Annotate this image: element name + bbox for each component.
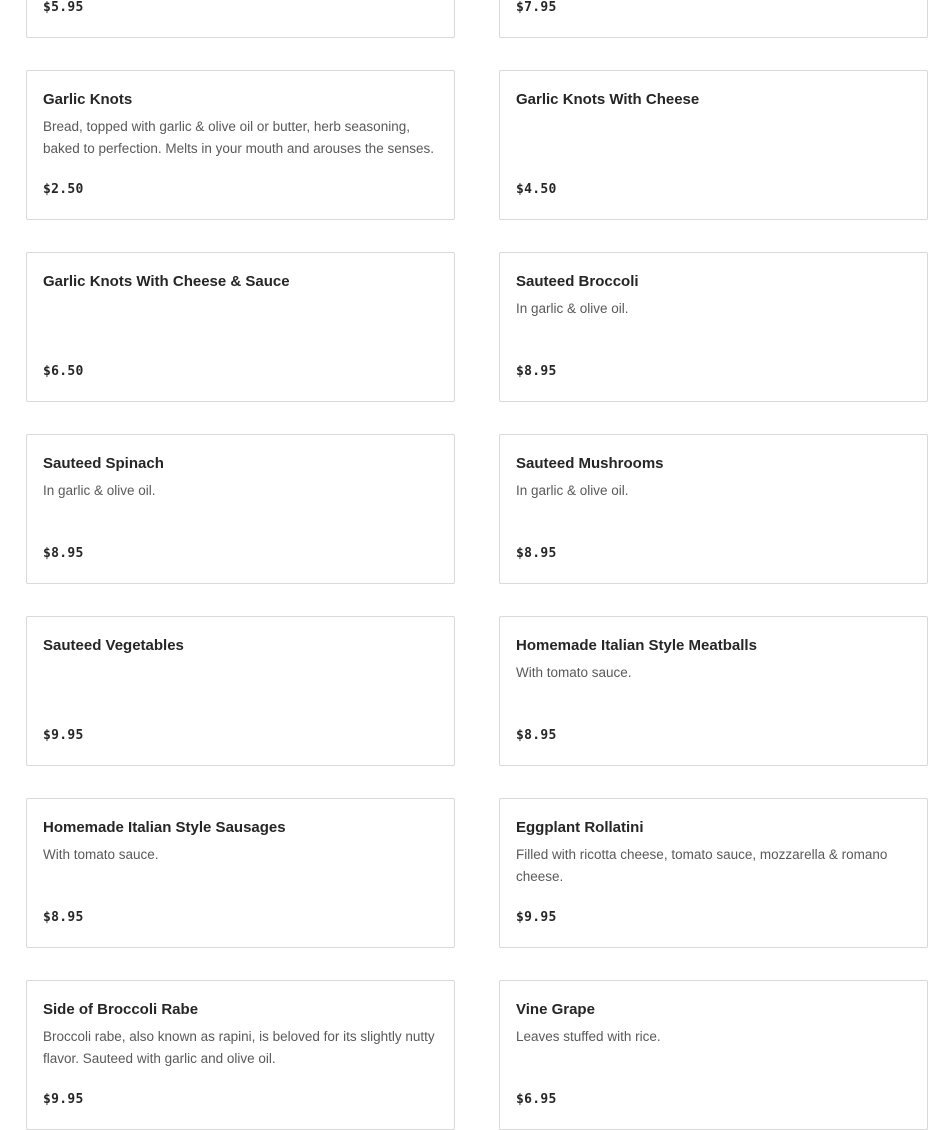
menu-item-card[interactable]	[499, 980, 928, 1130]
menu-item-description: Leaves stuffed with rice.	[516, 1029, 661, 1044]
menu-item-name: Eggplant Rollatini	[516, 819, 644, 836]
menu-item-card[interactable]	[26, 616, 455, 766]
menu-item-name: Garlic Knots With Cheese & Sauce	[43, 273, 290, 290]
menu-item-price: $9.95	[43, 1092, 84, 1107]
menu-item-name: Sauteed Spinach	[43, 455, 164, 472]
menu-item-price: $2.50	[43, 182, 84, 197]
menu-item-price: $6.95	[516, 1092, 557, 1107]
menu-item-card[interactable]	[26, 252, 455, 402]
menu-item-description: With tomato sauce.	[43, 847, 159, 862]
menu-item-card[interactable]	[499, 616, 928, 766]
menu-item-card[interactable]	[499, 0, 928, 38]
menu-item-name: Sauteed Mushrooms	[516, 455, 664, 472]
menu-item-price: $7.95	[516, 0, 557, 15]
menu-item-name: Homemade Italian Style Sausages	[43, 819, 286, 836]
menu-item-name: Garlic Knots	[43, 91, 133, 108]
menu-item-card[interactable]	[499, 434, 928, 584]
menu-item-price: $9.95	[43, 728, 84, 743]
menu-item-name: Garlic Knots With Cheese	[516, 91, 700, 108]
menu-item-description: Bread, topped with garlic & olive oil or butter, herb seasoning, baked to perfection. Melts in your mouth and arouses the senses.	[43, 119, 434, 156]
menu-item-name: Sauteed Vegetables	[43, 637, 184, 654]
menu-item-price: $8.95	[43, 546, 84, 561]
menu-item-price: $6.50	[43, 364, 84, 379]
menu-item-card[interactable]	[26, 434, 455, 584]
menu-item-card[interactable]	[26, 0, 455, 38]
menu-item-price: $8.95	[516, 364, 557, 379]
menu-item-price: $4.50	[516, 182, 557, 197]
menu-item-name: Vine Grape	[516, 1001, 595, 1018]
menu-item-description: Filled with ricotta cheese, tomato sauce, mozzarella & romano cheese.	[516, 847, 888, 884]
menu-item-card[interactable]	[26, 70, 455, 220]
menu-item-price: $8.95	[516, 546, 557, 561]
menu-items-grid	[26, 0, 928, 1130]
menu-item-description: Broccoli rabe, also known as rapini, is beloved for its slightly nutty flavor. Sauteed with garlic and olive oil.	[43, 1029, 435, 1066]
menu-item-price: $8.95	[43, 910, 84, 925]
menu-item-description: In garlic & olive oil.	[516, 301, 629, 316]
menu-item-card[interactable]	[499, 798, 928, 948]
menu-item-card[interactable]	[499, 252, 928, 402]
menu-item-price: $9.95	[516, 910, 557, 925]
menu-item-card[interactable]	[26, 798, 455, 948]
menu-item-name: Side of Broccoli Rabe	[43, 1001, 199, 1018]
menu-item-name: Sauteed Broccoli	[516, 273, 639, 290]
menu-item-description: With tomato sauce.	[516, 665, 632, 680]
menu-item-card[interactable]	[499, 70, 928, 220]
menu-item-price: $5.95	[43, 0, 84, 15]
menu-item-card[interactable]	[26, 980, 455, 1130]
menu-item-description: In garlic & olive oil.	[43, 483, 156, 498]
menu-item-price: $8.95	[516, 728, 557, 743]
menu-item-name: Homemade Italian Style Meatballs	[516, 637, 757, 654]
menu-item-description: In garlic & olive oil.	[516, 483, 629, 498]
